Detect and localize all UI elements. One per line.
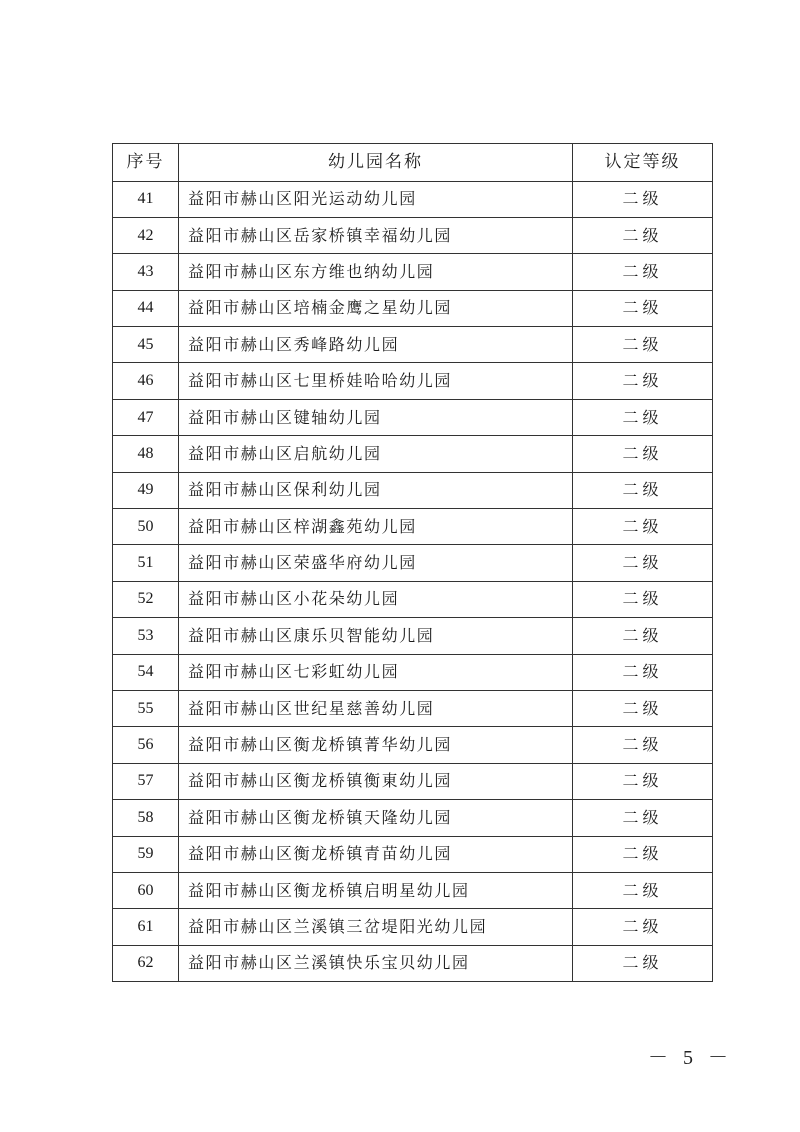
cell-rating-level: 二级 xyxy=(573,363,713,399)
cell-rating-level: 二级 xyxy=(573,800,713,836)
table-row xyxy=(113,181,713,217)
header-serial-number: 序号 xyxy=(113,144,179,182)
cell-kindergarten-name: 益阳市赫山区衡龙桥镇衡東幼儿园 xyxy=(179,763,573,799)
table-row xyxy=(113,363,713,399)
table-row xyxy=(113,581,713,617)
cell-kindergarten-name: 益阳市赫山区七里桥娃哈哈幼儿园 xyxy=(179,363,573,399)
cell-kindergarten-name: 益阳市赫山区阳光运动幼儿园 xyxy=(179,181,573,217)
cell-serial-number: 51 xyxy=(113,545,179,581)
cell-kindergarten-name: 益阳市赫山区世纪星慈善幼儿园 xyxy=(179,690,573,726)
header-rating-level: 认定等级 xyxy=(573,144,713,182)
cell-serial-number: 44 xyxy=(113,290,179,326)
kindergarten-rating-table xyxy=(112,143,713,982)
cell-rating-level: 二级 xyxy=(573,763,713,799)
table-row xyxy=(113,763,713,799)
cell-kindergarten-name: 益阳市赫山区秀峰路幼儿园 xyxy=(179,327,573,363)
cell-rating-level: 二级 xyxy=(573,618,713,654)
table-row xyxy=(113,472,713,508)
table-row xyxy=(113,509,713,545)
cell-serial-number: 43 xyxy=(113,254,179,290)
table-row xyxy=(113,836,713,872)
cell-kindergarten-name: 益阳市赫山区启航幼儿园 xyxy=(179,436,573,472)
cell-rating-level: 二级 xyxy=(573,436,713,472)
cell-kindergarten-name: 益阳市赫山区衡龙桥镇菁华幼儿园 xyxy=(179,727,573,763)
cell-rating-level: 二级 xyxy=(573,181,713,217)
cell-serial-number: 45 xyxy=(113,327,179,363)
cell-rating-level: 二级 xyxy=(573,509,713,545)
cell-serial-number: 52 xyxy=(113,581,179,617)
table-row xyxy=(113,618,713,654)
table-row xyxy=(113,290,713,326)
cell-kindergarten-name: 益阳市赫山区保利幼儿园 xyxy=(179,472,573,508)
table-row xyxy=(113,872,713,908)
cell-rating-level: 二级 xyxy=(573,327,713,363)
cell-rating-level: 二级 xyxy=(573,727,713,763)
page-number: － 5 － xyxy=(648,1047,733,1069)
cell-rating-level: 二级 xyxy=(573,545,713,581)
cell-rating-level: 二级 xyxy=(573,290,713,326)
cell-serial-number: 48 xyxy=(113,436,179,472)
cell-rating-level: 二级 xyxy=(573,654,713,690)
table-row xyxy=(113,727,713,763)
cell-serial-number: 60 xyxy=(113,872,179,908)
table-row xyxy=(113,800,713,836)
cell-serial-number: 54 xyxy=(113,654,179,690)
cell-serial-number: 57 xyxy=(113,763,179,799)
cell-serial-number: 53 xyxy=(113,618,179,654)
table-header xyxy=(113,144,713,182)
cell-kindergarten-name: 益阳市赫山区键轴幼儿园 xyxy=(179,399,573,435)
cell-kindergarten-name: 益阳市赫山区兰溪镇快乐宝贝幼儿园 xyxy=(179,945,573,981)
cell-serial-number: 61 xyxy=(113,909,179,945)
cell-kindergarten-name: 益阳市赫山区衡龙桥镇青苗幼儿园 xyxy=(179,836,573,872)
cell-serial-number: 50 xyxy=(113,509,179,545)
table-row xyxy=(113,654,713,690)
cell-rating-level: 二级 xyxy=(573,909,713,945)
table-row xyxy=(113,254,713,290)
cell-kindergarten-name: 益阳市赫山区康乐贝智能幼儿园 xyxy=(179,618,573,654)
cell-serial-number: 47 xyxy=(113,399,179,435)
cell-serial-number: 62 xyxy=(113,945,179,981)
table-row xyxy=(113,909,713,945)
cell-rating-level: 二级 xyxy=(573,872,713,908)
table-row xyxy=(113,399,713,435)
cell-rating-level: 二级 xyxy=(573,472,713,508)
cell-rating-level: 二级 xyxy=(573,690,713,726)
cell-kindergarten-name: 益阳市赫山区梓湖鑫苑幼儿园 xyxy=(179,509,573,545)
cell-rating-level: 二级 xyxy=(573,254,713,290)
cell-kindergarten-name: 益阳市赫山区小花朵幼儿园 xyxy=(179,581,573,617)
cell-rating-level: 二级 xyxy=(573,581,713,617)
cell-kindergarten-name: 益阳市赫山区培楠金鹰之星幼儿园 xyxy=(179,290,573,326)
cell-rating-level: 二级 xyxy=(573,945,713,981)
cell-serial-number: 42 xyxy=(113,217,179,253)
table-body xyxy=(113,181,713,982)
cell-serial-number: 55 xyxy=(113,690,179,726)
cell-serial-number: 59 xyxy=(113,836,179,872)
table-header-row xyxy=(113,144,713,182)
table-row xyxy=(113,327,713,363)
cell-serial-number: 41 xyxy=(113,181,179,217)
cell-rating-level: 二级 xyxy=(573,217,713,253)
cell-kindergarten-name: 益阳市赫山区荣盛华府幼儿园 xyxy=(179,545,573,581)
cell-serial-number: 46 xyxy=(113,363,179,399)
cell-serial-number: 56 xyxy=(113,727,179,763)
cell-serial-number: 58 xyxy=(113,800,179,836)
table-row xyxy=(113,436,713,472)
cell-rating-level: 二级 xyxy=(573,836,713,872)
header-kindergarten-name: 幼儿园名称 xyxy=(179,144,573,182)
table-row xyxy=(113,545,713,581)
table-row xyxy=(113,945,713,981)
cell-kindergarten-name: 益阳市赫山区衡龙桥镇启明星幼儿园 xyxy=(179,872,573,908)
cell-kindergarten-name: 益阳市赫山区岳家桥镇幸福幼儿园 xyxy=(179,217,573,253)
table-row xyxy=(113,690,713,726)
cell-serial-number: 49 xyxy=(113,472,179,508)
cell-kindergarten-name: 益阳市赫山区兰溪镇三岔堤阳光幼儿园 xyxy=(179,909,573,945)
cell-rating-level: 二级 xyxy=(573,399,713,435)
cell-kindergarten-name: 益阳市赫山区东方维也纳幼儿园 xyxy=(179,254,573,290)
cell-kindergarten-name: 益阳市赫山区七彩虹幼儿园 xyxy=(179,654,573,690)
table-row xyxy=(113,217,713,253)
cell-kindergarten-name: 益阳市赫山区衡龙桥镇天隆幼儿园 xyxy=(179,800,573,836)
